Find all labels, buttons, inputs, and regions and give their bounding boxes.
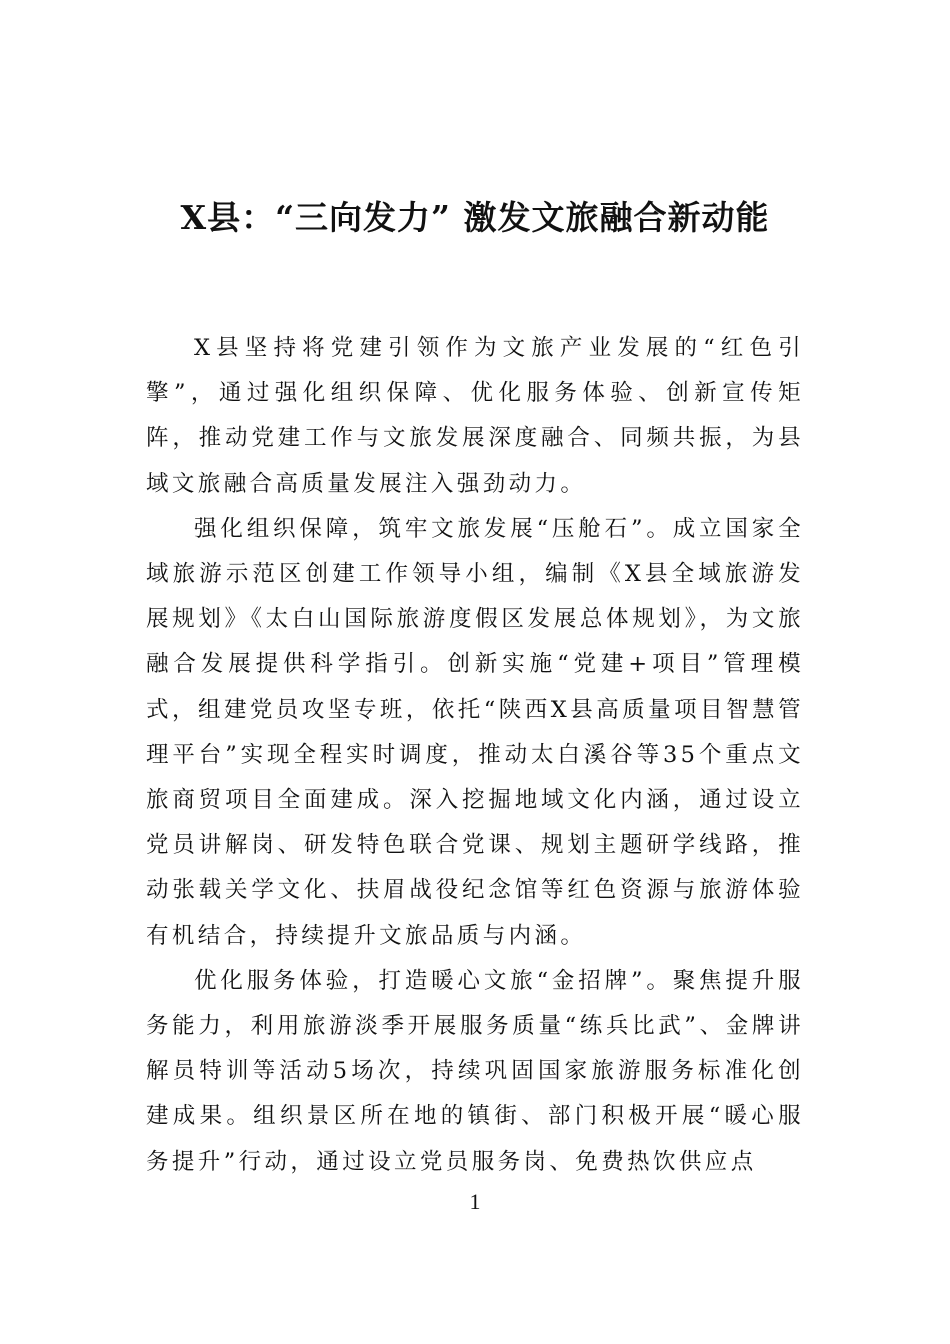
page-number: 1 bbox=[469, 1189, 481, 1214]
paragraph-service: 优化服务体验，打造暖心文旅“金招牌”。聚焦提升服务能力，利用旅游淡季开展服务质量“练兵比武”、金牌讲解员特训等活动5场次，持续巩固国家旅游服务标准化创建成果。组织景区所在地的镇街、部门积极开展“暖心服务提升”行动，通过设立党员服务岗、免费热饮供应点 bbox=[146, 967, 804, 1175]
paragraph-intro: X县坚持将党建引领作为文旅产业发展的“红色引擎”，通过强化组织保障、优化服务体验、创新宣传矩阵，推动党建工作与文旅发展深度融合、同频共振，为县域文旅融合高质量发展注入强劲动力。 bbox=[146, 335, 804, 497]
paragraph-organization: 强化组织保障，筑牢文旅发展“压舱石”。成立国家全域旅游示范区创建工作领导小组，编制《X县全域旅游发展规划》《太白山国际旅游度假区发展总体规划》，为文旅融合发展提供科学指引。创新实施“党建+项目”管理模式，组建党员攻坚专班，依托“陕西X县高质量项目智慧管理平台”实现全程实时调度，推动太白溪谷等35个重点文旅商贸项目全面建成。深入挖掘地域文化内涵，通过设立党员讲解岗、研发特色联合党课、规划主题研学线路，推动张载关学文化、扶眉战役纪念馆等红色资源与旅游体验有机结合，持续提升文旅品质与内涵。 bbox=[146, 515, 804, 949]
document-title: X县：“三向发力” 激发文旅融合新动能 bbox=[180, 198, 770, 237]
document-body bbox=[146, 326, 804, 1185]
